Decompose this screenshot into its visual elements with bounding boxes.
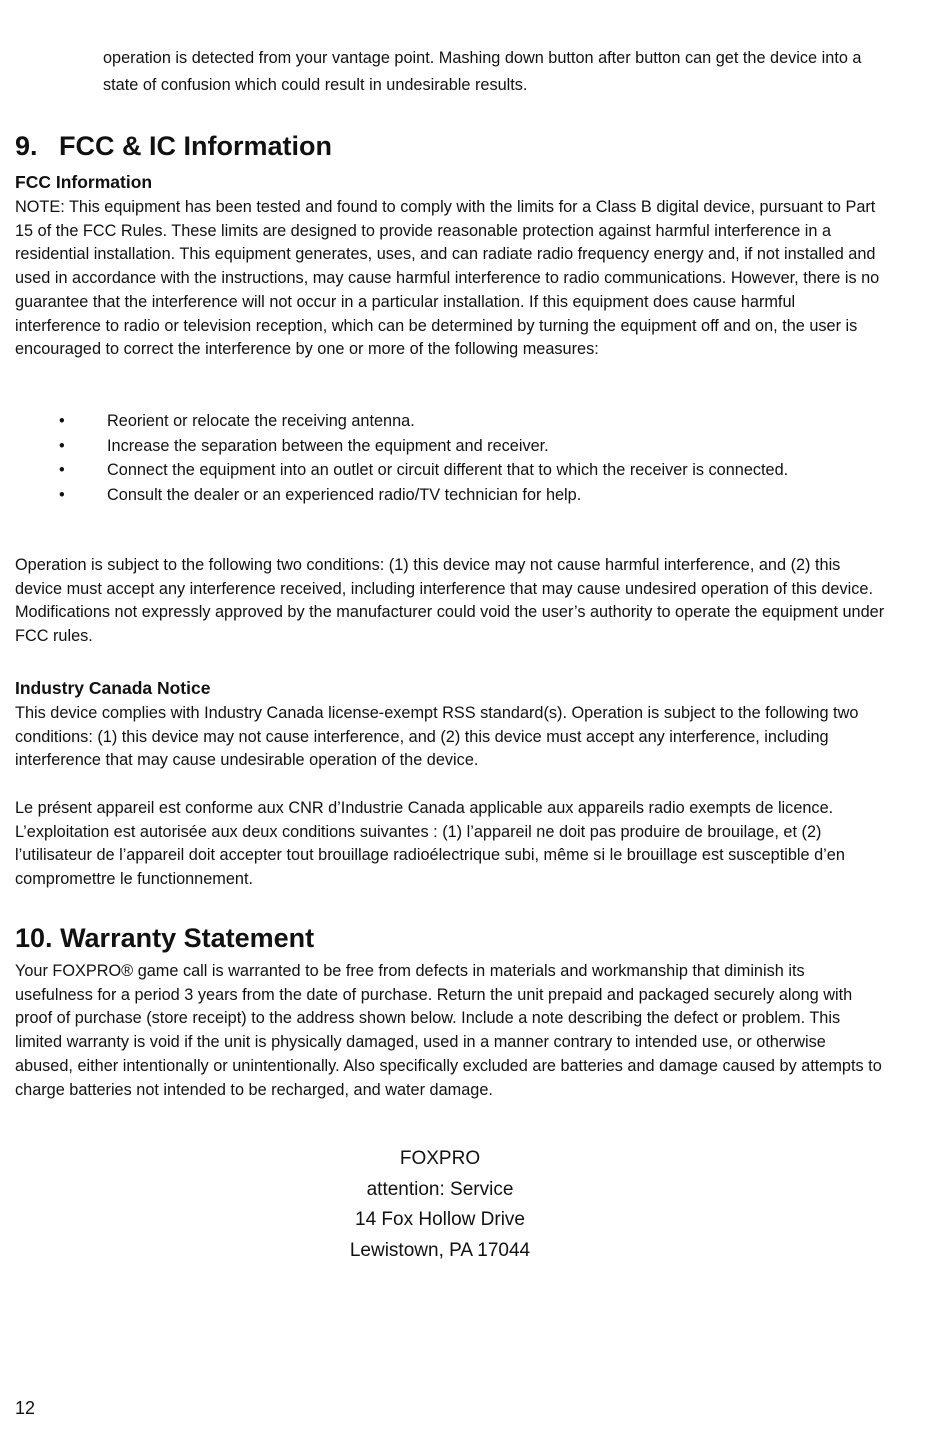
list-item (56, 458, 876, 482)
list-item (56, 483, 876, 507)
address-city: Lewistown, PA 17044 (349, 1239, 531, 1261)
warranty-paragraph: Your FOXPRO® game call is warranted to be free from defects in materials and workmanship that diminish its usefulness for a period 3 years from the date of purchase. Return the unit prepaid and packaged securely along with proof of purchase (store receipt) to the address shown below. Include a note describing the defect or problem. This limited warranty is void if the unit is physically damaged, used in a manner contrary to intended use, or otherwise abused, either intentionally or unintentionally. Also specifically excluded are batteries and damage caused by attempts to charge batteries not intended to be recharged, and water damage. (15, 962, 882, 1099)
section-9-title: FCC & IC Information (59, 131, 332, 161)
section-10-title: Warranty Statement (60, 923, 315, 953)
address-company: FOXPRO (399, 1148, 481, 1169)
measure-text: Connect the equipment into an outlet or circuit different that to which the receiver is connected. (107, 461, 789, 480)
industry-canada-french-paragraph: Le présent appareil est conforme aux CNR d’Industrie Canada applicable aux appareils radio exempts de licence. L’exploitation est autorisée aux deux conditions suivantes : (1) l’appareil ne doit pas produire de brouilage, et (2) l’utilisateur de l’appareil doit accepter tout brouillage radioélectrique subi, même si le brouillage est susceptible d’en compromettre le functionnement. (15, 799, 845, 889)
section-9-number: 9. (15, 131, 38, 161)
section-10-number: 10. (15, 923, 53, 953)
list-item (56, 434, 876, 458)
page-number: 12 (15, 1398, 36, 1418)
fcc-conditions-paragraph: Operation is subject to the following two conditions: (1) this device may not cause harmful interference, and (2) this device must accept any interference received, including interference that may cause undesired operation of this device. Modifications not expressly approved by the manufacturer could void the user’s authority to operate the equipment under FCC rules. (15, 556, 885, 646)
measure-text: Consult the dealer or an experienced radio/TV technician for help. (107, 486, 582, 505)
measure-text: Increase the separation between the equipment and receiver. (107, 436, 549, 455)
intro-paragraph: operation is detected from your vantage point. Mashing down button after button can get the device into a state of confusion which could result in undesirable results. (103, 49, 862, 94)
interference-measures-list (56, 409, 876, 508)
address-street: 14 Fox Hollow Drive (355, 1209, 525, 1230)
industry-canada-heading: Industry Canada Notice (15, 678, 211, 698)
section-10-heading (15, 921, 314, 955)
address-block (0, 1144, 880, 1266)
bullet-icon: • (59, 461, 65, 480)
section-9-heading (15, 129, 332, 163)
list-item (56, 409, 876, 433)
measure-text: Reorient or relocate the receiving antenna. (107, 412, 415, 430)
bullet-icon: • (59, 436, 65, 455)
address-attention: attention: Service (366, 1178, 514, 1200)
fcc-information-heading: FCC Information (15, 172, 153, 192)
bullet-icon: • (59, 412, 65, 430)
industry-canada-english-paragraph: This device complies with Industry Canada license-exempt RSS standard(s). Operation is subject to the following two conditions: (1) this device may not cause interference, and (2) this device must accept any interference, including interference that may cause undesirable operation of the device. (15, 704, 859, 770)
fcc-note-paragraph: NOTE: This equipment has been tested and found to comply with the limits for a Class B digital device, pursuant to Part 15 of the FCC Rules. These limits are designed to provide reasonable protection against harmful interference in a residential installation. This equipment generates, uses, and can radiate radio frequency energy and, if not installed and used in accordance with the instructions, may cause harmful interference to radio communications. However, there is no guarantee that the interference will not occur in a particular installation. If this equipment does cause harmful interference to radio or television reception, which can be determined by turning the equipment off and on, the user is encouraged to correct the interference by one or more of the following measures: (15, 198, 880, 359)
bullet-icon: • (59, 486, 65, 505)
